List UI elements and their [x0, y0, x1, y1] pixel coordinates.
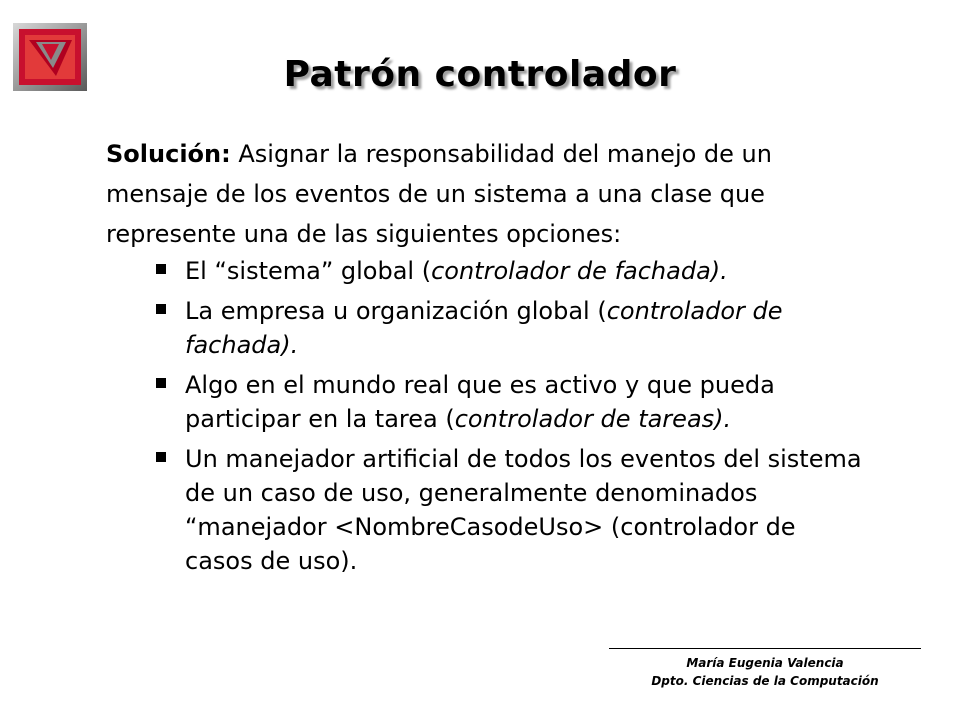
- footer-department: Dpto. Ciencias de la Computación: [651, 674, 879, 688]
- bullet-square-icon: [156, 264, 166, 274]
- footer-divider: [609, 648, 921, 649]
- list-item: El “sistema” global (controlador de fachada).: [106, 254, 866, 288]
- solution-text-1: Asignar la responsabilidad del manejo de un: [230, 140, 772, 168]
- solution-line-1: [106, 134, 866, 174]
- bullet-square-icon: [156, 304, 166, 314]
- solution-line-2: mensaje de los eventos de un sistema a una clase que: [106, 180, 765, 208]
- solution-line-3: represente una de las siguientes opciones:: [106, 220, 622, 248]
- solution-label: Solución:: [106, 140, 231, 168]
- list-item: La empresa u organización global (controlador de fachada).: [106, 294, 866, 362]
- page-title: Patrón controlador: [283, 54, 677, 95]
- solution-paragraph: [106, 134, 866, 254]
- list-item: Algo en el mundo real que es activo y que pueda participar en la tarea (controlador de tareas).: [106, 368, 866, 436]
- list-item: Un manejador artificial de todos los eventos del sistema de un caso de uso, generalmente denominados “manejador <NombreCasodeUso> (controlador de casos de uso).: [106, 442, 866, 578]
- options-list: [106, 254, 866, 578]
- slide-content: [106, 134, 866, 584]
- bullet-square-icon: [156, 378, 166, 388]
- bullet-square-icon: [156, 452, 166, 462]
- footer-author: María Eugenia Valencia: [686, 656, 844, 670]
